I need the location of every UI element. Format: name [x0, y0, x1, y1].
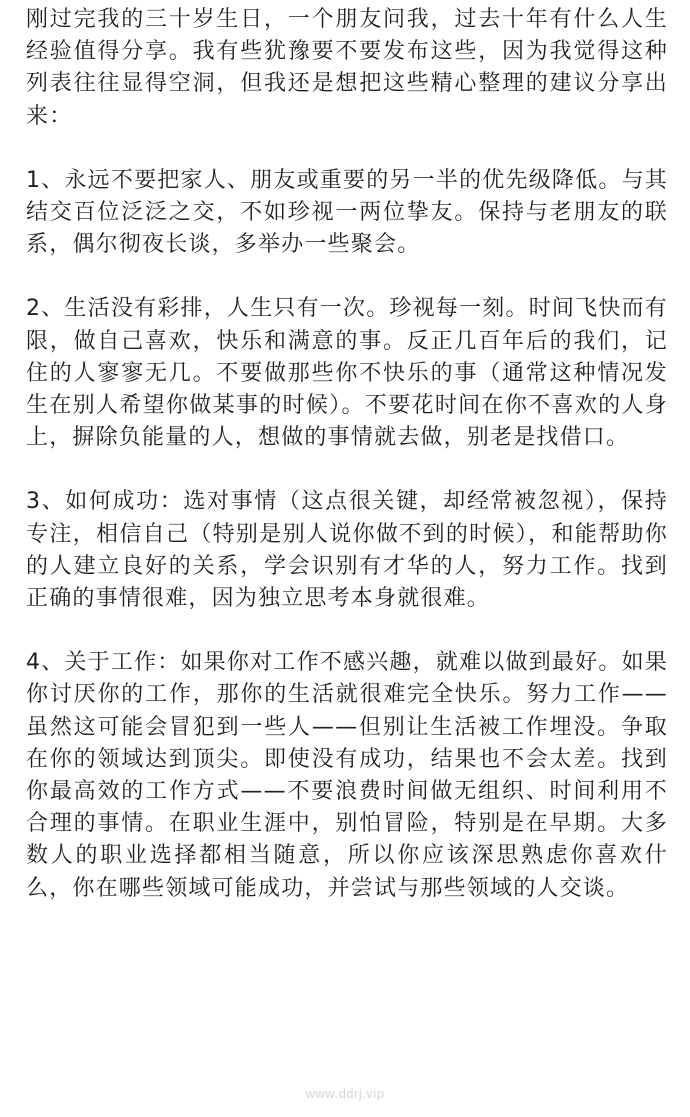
advice-item-1: 1、永远不要把家人、朋友或重要的另一半的优先级降低。与其结交百位泛泛之交，不如珍视一两位挚友。保持与老朋友的联系，偶尔彻夜长谈，多举办一些聚会。 [26, 167, 668, 258]
intro-paragraph: 刚过完我的三十岁生日，一个朋友问我，过去十年有什么人生经验值得分享。我有些犹豫要不要发布这些，因为我觉得这种列表往往显得空洞，但我还是想把这些精心整理的建议分享出来： [26, 7, 668, 129]
watermark: www.ddrj.vip [305, 1086, 385, 1101]
advice-item-4: 4、关于工作：如果你对工作不感兴趣，就难以做到最好。如果你讨厌你的工作，那你的生活就很难完全快乐。努力工作——虽然这可能会冒犯到一些人——但别让生活被工作埋没。争取在你的领域达到顶尖。即使没有成功，结果也不会太差。找到你最高效的工作方式——不要浪费时间做无组织、时间利用不合理的事情。在职业生涯中，别怕冒险，特别是在早期。大多数人的职业选择都相当随意，所以你应该深思熟虑你喜欢什么，你在哪些领域可能成功，并尝试与那些领域的人交谈。 [26, 650, 668, 901]
article-body [26, 4, 668, 905]
advice-item-2: 2、生活没有彩排，人生只有一次。珍视每一刻。时间飞快而有限，做自己喜欢，快乐和满意的事。反正几百年后的我们，记住的人寥寥无几。不要做那些你不快乐的事（通常这种情况发生在别人希望你做某事的时候）。不要花时间在你不喜欢的人身上，摒除负能量的人，想做的事情就去做，别老是找借口。 [26, 296, 668, 451]
advice-item-3: 3、如何成功：选对事情（这点很关键，却经常被忽视），保持专注，相信自己（特别是别人说你做不到的时候），和能帮助你的人建立良好的关系，学会识别有才华的人，努力工作。找到正确的事情很难，因为独立思考本身就很难。 [26, 489, 668, 612]
